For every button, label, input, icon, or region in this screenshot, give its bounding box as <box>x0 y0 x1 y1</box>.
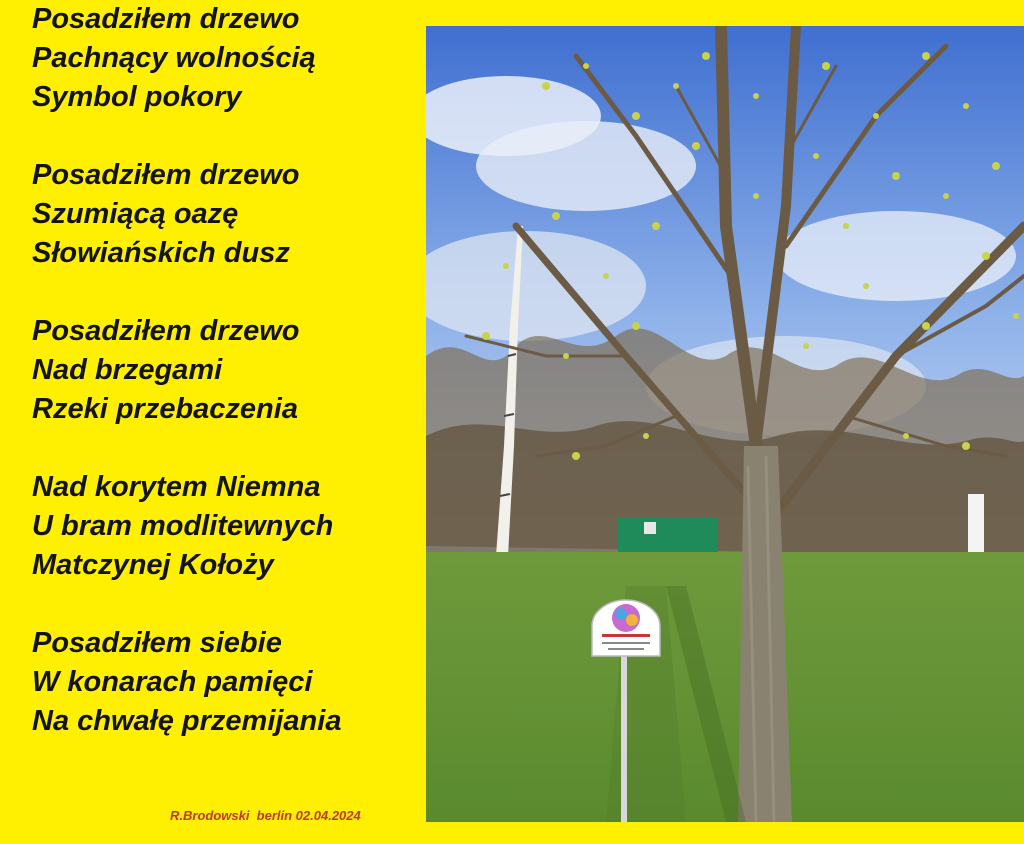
green-kiosk <box>618 518 718 552</box>
stanza-5 <box>32 624 422 741</box>
poem-line: W konarach pamięci <box>32 666 313 698</box>
poem-line: Posadziłem drzewo <box>32 3 300 35</box>
poem-line: Na chwałę przemijania <box>32 705 342 737</box>
stanza-4 <box>32 468 422 585</box>
poem-line: Szumiącą oazę <box>32 198 239 230</box>
signature: R.Brodowski berlin 02.04.2024 <box>170 808 361 823</box>
poem <box>32 0 422 741</box>
poem-line: Symbol pokory <box>32 81 242 113</box>
poem-line: Słowiańskich dusz <box>32 237 290 269</box>
poem-line: U bram modlitewnych <box>32 510 334 542</box>
cloud <box>476 121 696 211</box>
cloud <box>776 211 1016 301</box>
stanza-2 <box>32 156 422 273</box>
poem-line: Rzeki przebaczenia <box>32 393 298 425</box>
poem-line: Nad brzegami <box>32 354 223 386</box>
stanza-1 <box>32 0 422 117</box>
poem-line: Pachnący wolnością <box>32 42 316 74</box>
poem-line: Nad korytem Niemna <box>32 471 321 503</box>
poem-line: Posadziłem drzewo <box>32 159 300 191</box>
poem-line: Posadziłem drzewo <box>32 315 300 347</box>
poem-line: Matczynej Kołoży <box>32 549 274 581</box>
tree-photo-illustration <box>426 26 1024 822</box>
tree-photo <box>426 26 1024 822</box>
stanza-3 <box>32 312 422 429</box>
poem-line: Posadziłem siebie <box>32 627 282 659</box>
